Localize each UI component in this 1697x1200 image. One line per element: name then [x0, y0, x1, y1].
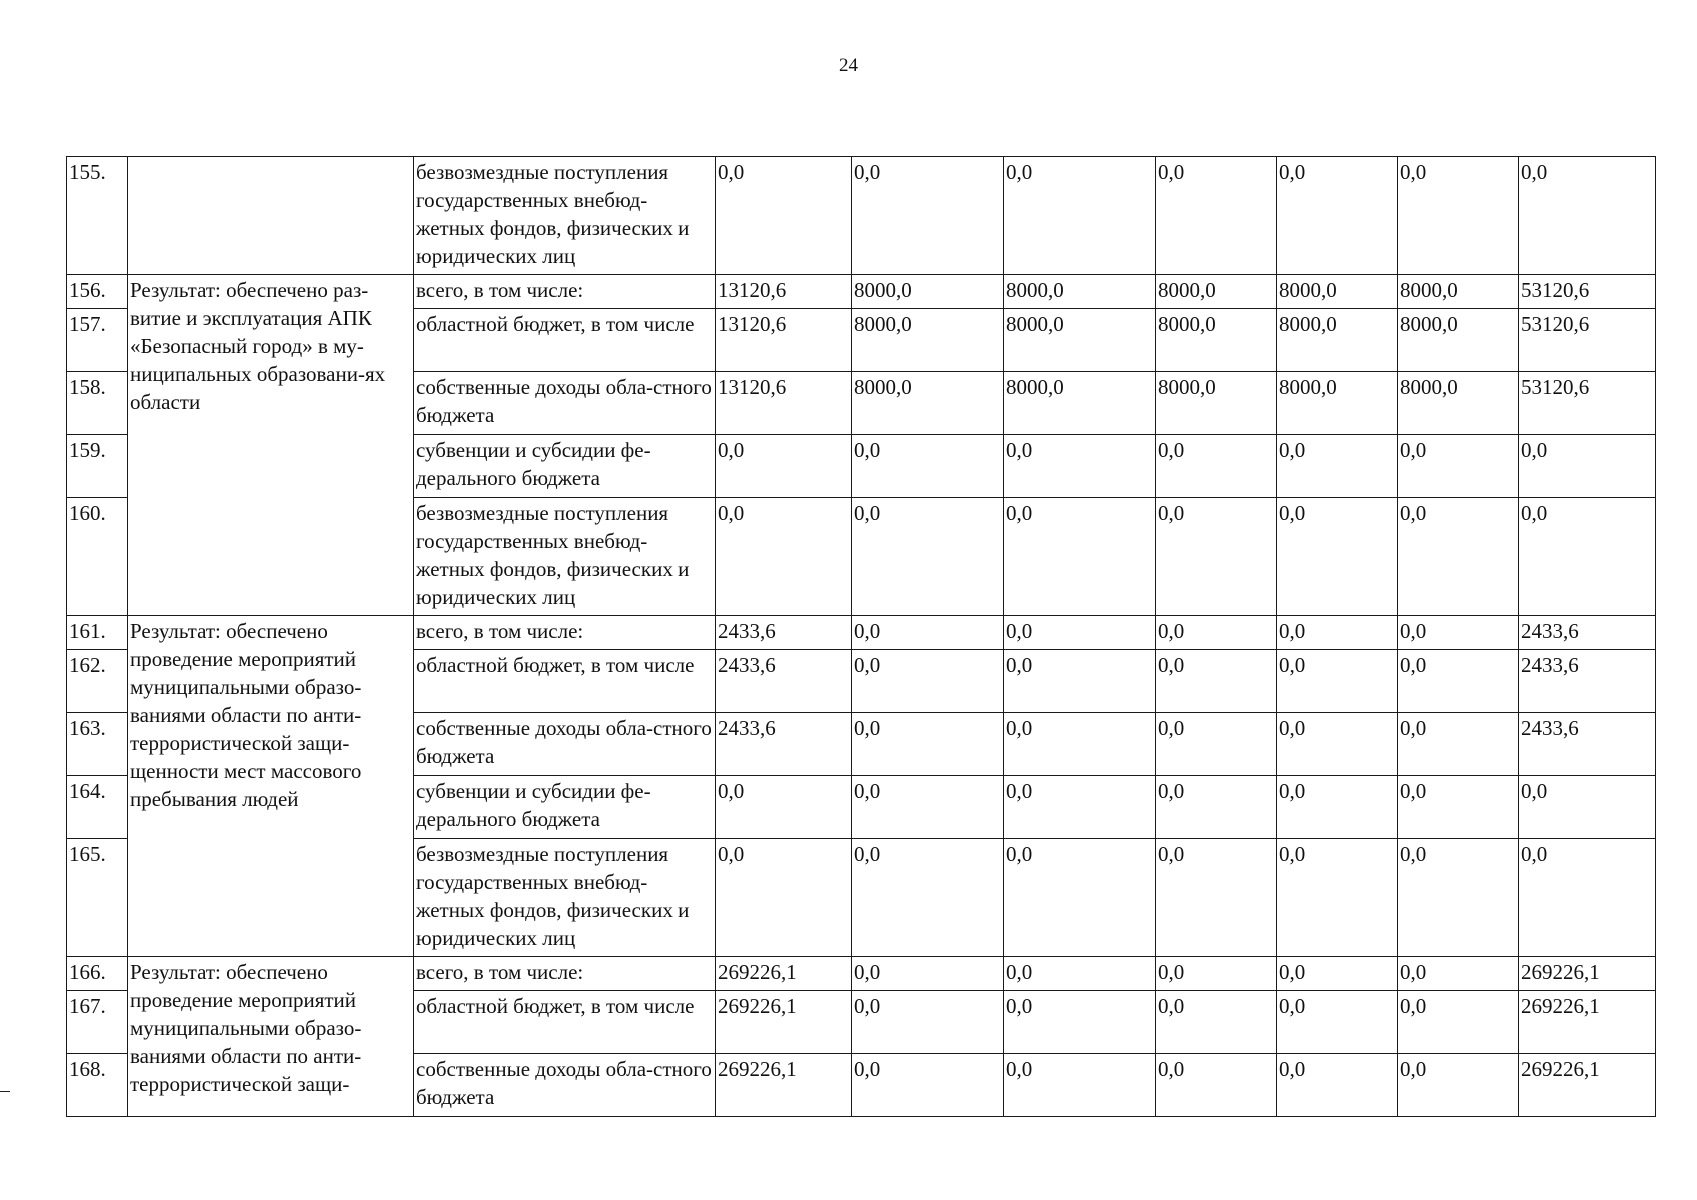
value-cell: 0,0	[852, 991, 1004, 1054]
row-number: 156.	[67, 275, 128, 309]
result-description: Результат: обеспечено раз-витие и эксплуатация АПК «Безопасный город» в му-ниципальных образовани-ях области	[128, 275, 414, 616]
value-cell: 0,0	[852, 839, 1004, 957]
result-cell-empty	[128, 157, 414, 275]
value-cell: 2433,6	[716, 713, 852, 776]
funding-source: субвенции и субсидии фе-дерального бюджета	[414, 435, 716, 498]
value-cell: 0,0	[1156, 957, 1277, 991]
value-cell: 0,0	[852, 776, 1004, 839]
value-cell: 269226,1	[716, 957, 852, 991]
value-cell: 0,0	[1156, 616, 1277, 650]
value-cell: 0,0	[1004, 435, 1156, 498]
value-cell: 2433,6	[716, 616, 852, 650]
value-cell: 8000,0	[1398, 275, 1519, 309]
value-cell: 0,0	[852, 498, 1004, 616]
value-cell: 53120,6	[1519, 309, 1656, 372]
value-cell: 0,0	[1519, 776, 1656, 839]
funding-source: областной бюджет, в том числе	[414, 309, 716, 372]
value-cell: 0,0	[852, 435, 1004, 498]
value-cell: 0,0	[1156, 839, 1277, 957]
value-cell: 0,0	[1519, 435, 1656, 498]
funding-source: безвозмездные поступления государственных внебюд-жетных фондов, физических и юридических лиц	[414, 498, 716, 616]
row-number: 167.	[67, 991, 128, 1054]
value-cell: 0,0	[1277, 650, 1398, 713]
value-cell: 8000,0	[852, 309, 1004, 372]
value-cell: 0,0	[1398, 713, 1519, 776]
value-cell: 0,0	[852, 957, 1004, 991]
value-cell: 2433,6	[1519, 650, 1656, 713]
value-cell: 0,0	[1004, 957, 1156, 991]
table-row	[67, 616, 1656, 650]
value-cell: 0,0	[1398, 957, 1519, 991]
value-cell: 0,0	[1277, 957, 1398, 991]
value-cell: 0,0	[1156, 498, 1277, 616]
value-cell: 0,0	[1156, 157, 1277, 275]
value-cell: 8000,0	[1277, 309, 1398, 372]
value-cell: 0,0	[1398, 650, 1519, 713]
funding-source: областной бюджет, в том числе	[414, 991, 716, 1054]
value-cell: 0,0	[716, 839, 852, 957]
value-cell: 0,0	[1156, 650, 1277, 713]
page-number: 24	[839, 55, 858, 76]
value-cell: 0,0	[716, 776, 852, 839]
value-cell: 2433,6	[716, 650, 852, 713]
value-cell: 269226,1	[1519, 991, 1656, 1054]
row-number: 157.	[67, 309, 128, 372]
value-cell: 13120,6	[716, 275, 852, 309]
value-cell: 0,0	[1156, 713, 1277, 776]
value-cell: 0,0	[852, 650, 1004, 713]
value-cell: 8000,0	[852, 372, 1004, 435]
value-cell: 0,0	[1004, 1054, 1156, 1117]
value-cell: 0,0	[1519, 157, 1656, 275]
table-row	[67, 957, 1656, 991]
value-cell: 269226,1	[716, 1054, 852, 1117]
value-cell: 13120,6	[716, 309, 852, 372]
value-cell: 0,0	[1004, 157, 1156, 275]
funding-source: субвенции и субсидии фе-дерального бюджета	[414, 776, 716, 839]
funding-source: собственные доходы обла-стного бюджета	[414, 372, 716, 435]
row-number: 161.	[67, 616, 128, 650]
budget-table	[66, 156, 1656, 1117]
funding-source: безвозмездные поступления государственных внебюд-жетных фондов, физических и юридических лиц	[414, 839, 716, 957]
value-cell: 0,0	[852, 616, 1004, 650]
funding-source: собственные доходы обла-стного бюджета	[414, 713, 716, 776]
value-cell: 0,0	[852, 713, 1004, 776]
value-cell: 0,0	[1519, 839, 1656, 957]
value-cell: 8000,0	[1156, 309, 1277, 372]
value-cell: 269226,1	[716, 991, 852, 1054]
value-cell: 0,0	[1277, 839, 1398, 957]
value-cell: 0,0	[1004, 991, 1156, 1054]
value-cell: 0,0	[1277, 616, 1398, 650]
value-cell: 0,0	[1398, 616, 1519, 650]
value-cell: 0,0	[1156, 991, 1277, 1054]
value-cell: 8000,0	[1156, 372, 1277, 435]
value-cell: 0,0	[716, 435, 852, 498]
row-number: 168.	[67, 1054, 128, 1117]
value-cell: 0,0	[1398, 839, 1519, 957]
value-cell: 0,0	[1004, 839, 1156, 957]
row-number: 166.	[67, 957, 128, 991]
value-cell: 0,0	[1156, 435, 1277, 498]
funding-source: областной бюджет, в том числе	[414, 650, 716, 713]
funding-source: безвозмездные поступления государственных внебюд-жетных фондов, физических и юридических лиц	[414, 157, 716, 275]
table-row	[67, 157, 1656, 275]
row-number: 155.	[67, 157, 128, 275]
value-cell: 8000,0	[1277, 275, 1398, 309]
value-cell: 0,0	[1519, 498, 1656, 616]
table-body	[67, 157, 1656, 1117]
value-cell: 0,0	[1004, 498, 1156, 616]
value-cell: 0,0	[1277, 776, 1398, 839]
value-cell: 0,0	[1277, 991, 1398, 1054]
value-cell: 0,0	[1004, 776, 1156, 839]
row-number: 163.	[67, 713, 128, 776]
value-cell: 0,0	[1004, 616, 1156, 650]
value-cell: 8000,0	[1004, 275, 1156, 309]
row-number: 159.	[67, 435, 128, 498]
funding-source: всего, в том числе:	[414, 616, 716, 650]
value-cell: 0,0	[1398, 991, 1519, 1054]
funding-source: всего, в том числе:	[414, 957, 716, 991]
value-cell: 269226,1	[1519, 1054, 1656, 1117]
value-cell: 8000,0	[852, 275, 1004, 309]
value-cell: 0,0	[852, 1054, 1004, 1117]
result-description: Результат: обеспечено проведение мероприятий муниципальными образо-ваниями области по анти-террористической защи-	[128, 957, 414, 1117]
result-description: Результат: обеспечено проведение мероприятий муниципальными образо-ваниями области по анти-террористической защи-щенности мест массового пребывания людей	[128, 616, 414, 957]
row-number: 158.	[67, 372, 128, 435]
value-cell: 0,0	[852, 157, 1004, 275]
value-cell: 0,0	[1277, 498, 1398, 616]
value-cell: 8000,0	[1398, 372, 1519, 435]
row-number: 165.	[67, 839, 128, 957]
value-cell: 0,0	[1398, 776, 1519, 839]
value-cell: 2433,6	[1519, 713, 1656, 776]
value-cell: 0,0	[1398, 1054, 1519, 1117]
value-cell: 2433,6	[1519, 616, 1656, 650]
value-cell: 8000,0	[1004, 309, 1156, 372]
value-cell: 0,0	[716, 157, 852, 275]
value-cell: 0,0	[1398, 435, 1519, 498]
value-cell: 269226,1	[1519, 957, 1656, 991]
value-cell: 0,0	[1004, 650, 1156, 713]
margin-mark	[0, 1091, 10, 1092]
row-number: 162.	[67, 650, 128, 713]
value-cell: 8000,0	[1156, 275, 1277, 309]
value-cell: 0,0	[1277, 713, 1398, 776]
value-cell: 0,0	[1277, 1054, 1398, 1117]
value-cell: 13120,6	[716, 372, 852, 435]
value-cell: 0,0	[1277, 435, 1398, 498]
value-cell: 53120,6	[1519, 372, 1656, 435]
value-cell: 0,0	[1398, 157, 1519, 275]
value-cell: 8000,0	[1398, 309, 1519, 372]
value-cell: 8000,0	[1004, 372, 1156, 435]
value-cell: 0,0	[1156, 1054, 1277, 1117]
funding-source: всего, в том числе:	[414, 275, 716, 309]
value-cell: 0,0	[716, 498, 852, 616]
value-cell: 0,0	[1277, 157, 1398, 275]
row-number: 160.	[67, 498, 128, 616]
value-cell: 8000,0	[1277, 372, 1398, 435]
table-row	[67, 275, 1656, 309]
value-cell: 0,0	[1156, 776, 1277, 839]
value-cell: 0,0	[1398, 498, 1519, 616]
funding-source: собственные доходы обла-стного бюджета	[414, 1054, 716, 1117]
row-number: 164.	[67, 776, 128, 839]
value-cell: 53120,6	[1519, 275, 1656, 309]
value-cell: 0,0	[1004, 713, 1156, 776]
